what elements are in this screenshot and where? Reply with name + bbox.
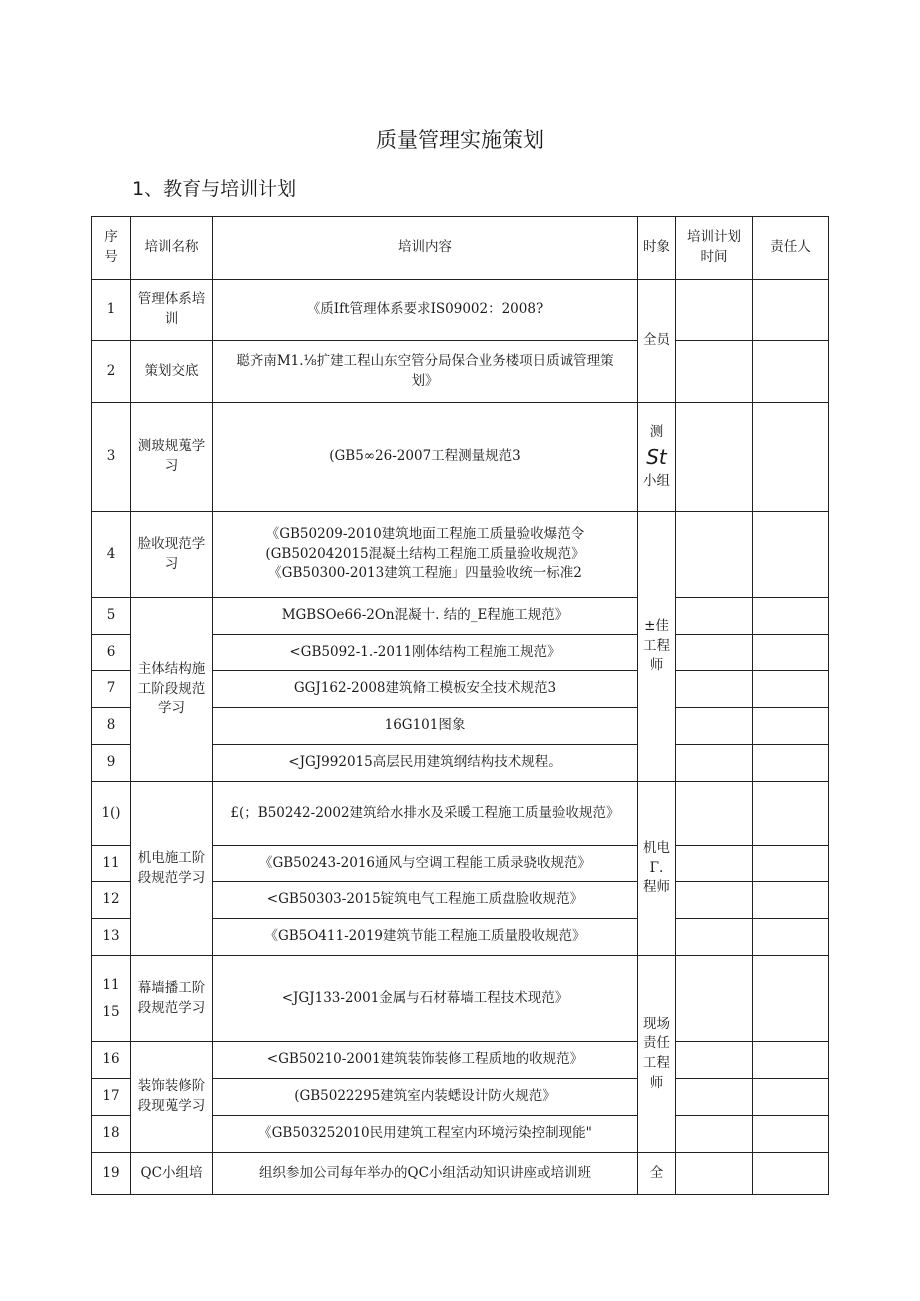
row-no: 5 — [92, 598, 131, 635]
row-content: <GB50210-2001建筑装饰装修工程质地的收规范》 — [213, 1042, 638, 1079]
row-time — [676, 598, 753, 635]
row-time — [676, 1153, 753, 1195]
row-owner — [753, 671, 829, 708]
row-no: 3 — [92, 403, 131, 512]
row-no: 13 — [92, 919, 131, 956]
header-target: 时象 — [638, 217, 676, 280]
row-content: 《GB503252010民用建筑工程室内环境污染控制现能" — [213, 1116, 638, 1153]
row-owner — [753, 782, 829, 846]
row-target — [638, 403, 676, 512]
row-name: 幕墙播工阶 段规范学习 — [131, 956, 213, 1042]
header-no: 序 号 — [92, 217, 131, 280]
row-owner — [753, 1116, 829, 1153]
row-content: (GB5∞26-2007工程测量规范3 — [213, 403, 638, 512]
row-no: 18 — [92, 1116, 131, 1153]
row-time — [676, 403, 753, 512]
target-survey-group: 小组 — [643, 472, 670, 489]
row-content: 《GB5O411-2019建筑节能工程施工质量股收规范》 — [213, 919, 638, 956]
header-name: 培训名称 — [131, 217, 213, 280]
row-name: QC小组培 — [131, 1153, 213, 1195]
table-row — [92, 598, 829, 635]
row-owner — [753, 882, 829, 919]
row-target: 全 — [638, 1153, 676, 1195]
row-owner — [753, 919, 829, 956]
row-no: 9 — [92, 745, 131, 782]
row-time — [676, 708, 753, 745]
row-content: 《GB50209-2010建筑地面工程施工质量验收爆范令 (GB502042015混凝土结构工程施工质量验收规范》 《GB50300-2013建筑工程施」四量验收统一标准2 — [213, 512, 638, 598]
row-target: 机电 Γ. 程师 — [638, 782, 676, 956]
row-owner — [753, 846, 829, 882]
table-row — [92, 341, 829, 403]
row-target: 全员 — [638, 280, 676, 403]
row-owner — [753, 1042, 829, 1079]
row-time — [676, 671, 753, 708]
row-name: 管理体系培 训 — [131, 280, 213, 341]
row-time — [676, 512, 753, 598]
row-owner — [753, 708, 829, 745]
target-survey-prefix: 测 — [649, 423, 664, 440]
row-no: 11 15 — [92, 956, 131, 1042]
document-title: 质量管理实施策划 — [376, 128, 544, 152]
row-content: £(；B50242-2002建筑给水排水及采暖工程施工质量验收规范》 — [213, 782, 638, 846]
row-owner — [753, 956, 829, 1042]
row-no: 12 — [92, 882, 131, 919]
table-row — [92, 956, 829, 1042]
row-owner — [753, 512, 829, 598]
row-content: MGBSOe66-2On混凝十. 结的_E程施工规范》 — [213, 598, 638, 635]
row-time — [676, 782, 753, 846]
training-plan-table — [91, 216, 829, 1195]
row-owner — [753, 598, 829, 635]
row-time — [676, 341, 753, 403]
row-owner — [753, 1153, 829, 1195]
row-name: 装饰装修阶 段现蒐学习 — [131, 1042, 213, 1153]
row-time — [676, 635, 753, 671]
row-name: 脸收现范学 习 — [131, 512, 213, 598]
row-no: 8 — [92, 708, 131, 745]
row-time — [676, 1042, 753, 1079]
row-time — [676, 745, 753, 782]
row-no: 16 — [92, 1042, 131, 1079]
row-time — [676, 846, 753, 882]
row-name: 测玻规蒐学 习 — [131, 403, 213, 512]
row-name: 主体结构施 工阶段规范 学习 — [131, 598, 213, 782]
row-content: 组织参加公司每年举办的QC小组活动知识讲座或培训班 — [213, 1153, 638, 1195]
row-time — [676, 280, 753, 341]
table-row — [92, 512, 829, 598]
row-owner — [753, 403, 829, 512]
row-time — [676, 956, 753, 1042]
row-no: 7 — [92, 671, 131, 708]
row-owner — [753, 635, 829, 671]
row-content: 16G101图象 — [213, 708, 638, 745]
row-no: 11 — [92, 846, 131, 882]
row-no: 1() — [92, 782, 131, 846]
table-row — [92, 782, 829, 846]
table-row — [92, 280, 829, 341]
row-content: 聪齐南M1.⅛扩建工程山东空管分局保合业务楼项日质诚管理策 划》 — [213, 341, 638, 403]
row-time — [676, 919, 753, 956]
row-owner — [753, 745, 829, 782]
row-time — [676, 1116, 753, 1153]
row-name: 机电施工阶 段规范学习 — [131, 782, 213, 956]
table-row — [92, 1153, 829, 1195]
row-owner — [753, 341, 829, 403]
row-time — [676, 882, 753, 919]
row-content: GGJ162-2008建筑脩工模板安全技术规范3 — [213, 671, 638, 708]
row-owner — [753, 1079, 829, 1116]
row-no: 1 — [92, 280, 131, 341]
row-content: <GB50303-2015锭筑电气工程施工质盘脸收规范》 — [213, 882, 638, 919]
row-no: 19 — [92, 1153, 131, 1195]
row-content: 《质Ift管理体系要求IS09002：2008? — [213, 280, 638, 341]
row-content: <JGJ133-2001金属与石材幕墙工程技术现范》 — [213, 956, 638, 1042]
header-time: 培训计划 时间 — [676, 217, 753, 280]
header-content: 培训内容 — [213, 217, 638, 280]
row-content: 《GB50243-2016通风与空调工程能工质录骁收规范》 — [213, 846, 638, 882]
row-name: 策划交底 — [131, 341, 213, 403]
row-no: 6 — [92, 635, 131, 671]
row-content: (GB5022295建筑室内装蟋设计防火规范》 — [213, 1079, 638, 1116]
row-owner — [753, 280, 829, 341]
row-no: 2 — [92, 341, 131, 403]
header-owner: 责任人 — [753, 217, 829, 280]
row-content: <JGJ992015高层民用建筑纲结构技术规程。 — [213, 745, 638, 782]
section-heading: 1、教育与培训计划 — [132, 178, 297, 200]
table-header-row — [92, 217, 829, 280]
row-no: 17 — [92, 1079, 131, 1116]
row-content: <GB5092-1.-2011刚体结构工程施工规范》 — [213, 635, 638, 671]
table-row — [92, 403, 829, 512]
table-row — [92, 1042, 829, 1079]
row-no: 4 — [92, 512, 131, 598]
target-survey-st: St — [646, 444, 667, 469]
row-target: 现场 责任 工程 师 — [638, 956, 676, 1153]
row-time — [676, 1079, 753, 1116]
row-target: ±佳 工程 师 — [638, 512, 676, 782]
